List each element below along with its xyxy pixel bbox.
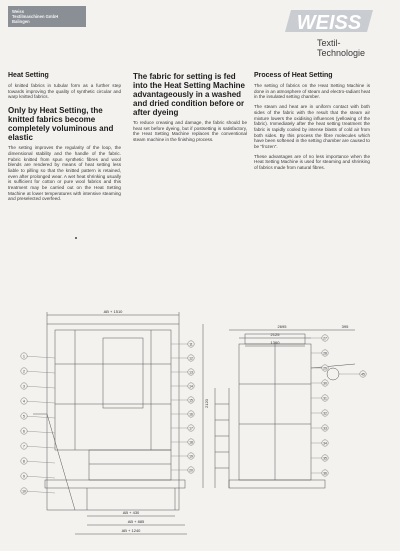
dim-right-label-4: 395: [341, 324, 349, 329]
right-callout-number-0: 27: [323, 336, 327, 341]
callout-group: [21, 335, 366, 494]
left-callout-leader-0: [24, 356, 55, 358]
left-callout-leader-6: [24, 446, 55, 448]
left-column: [8, 72, 121, 206]
logo-brand: WEISS: [296, 12, 362, 34]
dim-right-label-1: 2695: [277, 324, 287, 329]
left-callout-number-4: 5: [23, 414, 25, 419]
left-callout-leader-1: [24, 371, 55, 373]
logo-tagline-2: Technologie: [317, 48, 366, 58]
right-callout-number-5: 32: [323, 411, 327, 416]
right-callout-number-1: 28: [323, 351, 327, 356]
front-view-base: [89, 450, 171, 480]
weiss-logo: [283, 6, 375, 66]
left-callout-number-3: 4: [23, 399, 25, 404]
front-view-heater: [103, 338, 143, 408]
right-callout-number-4: 31: [323, 396, 327, 401]
left-callout-number-9: 10: [22, 489, 26, 494]
left-callout-leader-7: [24, 461, 55, 463]
company-type: Textilmaschinen GmbH: [12, 14, 59, 19]
middle-column: [133, 72, 247, 147]
process-paragraph-2: The steam and heat are in uniform contact with both sides of the fabric with the result that the steam air mixture lowers the oxidising influences (yellowing of the fabric). Immediately after the heat setting treatment the fabric is rapidly cooled by intense blasts of cold air from both sides. By this process the fibre molecules which have been softened in the setting chamber are caused to be "frozen".: [254, 104, 370, 150]
dim-bottom-label-1: AB + 430: [122, 510, 140, 515]
bullet-dot: [75, 237, 77, 239]
dim-height-label: 2120: [204, 399, 209, 408]
creasing-paragraph: To reduce creasing and damage, the fabric should be heat set before dyeing, but if postsetting is satisfactory, the Heat Setting Machine replaces the conventional steam machine in the finishing process.: [133, 120, 247, 143]
center-callout-number-8: 19: [189, 454, 193, 459]
center-callout-number-9: 20: [189, 468, 193, 473]
center-callout-number-0: 11: [189, 342, 193, 347]
machine-drawing: [15, 304, 385, 542]
left-callout-leader-8: [24, 476, 55, 478]
company-label: [8, 6, 86, 27]
dim-right-label-2: 2125: [270, 332, 280, 337]
heading-voluminous: Only by Heat Setting, the knitted fabrics become completely voluminous and elastic: [8, 106, 114, 143]
left-callout-leader-4: [24, 416, 55, 418]
left-callout-number-2: 3: [23, 384, 25, 389]
front-stair-rail: [47, 414, 75, 510]
left-callout-leader-5: [24, 431, 55, 433]
dim-right-label-3: 1360: [270, 340, 280, 345]
left-callout-number-7: 8: [23, 459, 25, 464]
logo-tagline-1: Textil-: [317, 38, 341, 48]
center-callout-number-5: 16: [189, 412, 193, 417]
left-callout-number-6: 7: [23, 444, 25, 449]
left-callout-leader-3: [24, 401, 55, 403]
setting-paragraph: The setting improves the regularity of the loop, the dimensional stability and the handle of the fabric. Fabric knitted from spun synthetic fibres and wool blends are rendered by means of heat setting less liable to pilling so that the knitted pattern is retained, even after prolonged wear. A wet heat shrinking usually is sufficient for cotton or pure wool fabrics and this treatment may be carried out on the Heat Setting Machine at lower temperatures with intensive steaming and preselected overfeed.: [8, 145, 121, 202]
left-callout-number-0: 1: [23, 354, 25, 359]
right-callout-number-8: 35: [323, 456, 327, 461]
logo-mark: [285, 10, 373, 34]
heading-heat-setting: Heat Setting: [8, 72, 49, 79]
dim-top-label: AB + 1510: [103, 309, 123, 314]
process-paragraph-1: The setting of fabrics on the Heat Setting Machine is done in an atmosphere of steam and electro-radiant heat in the insulated setting chamber.: [254, 83, 370, 100]
right-callout-number-9: 36: [323, 471, 327, 476]
company-city: Balingen: [12, 19, 30, 24]
front-view-plinth: [45, 480, 185, 488]
center-callout-number-6: 17: [189, 426, 193, 431]
left-callout-number-8: 9: [23, 474, 25, 479]
left-callout-leader-2: [24, 386, 55, 388]
right-column: [254, 72, 370, 175]
front-view-chamber: [55, 330, 171, 450]
dim-bottom-label-3: AB + 1240: [121, 528, 141, 533]
side-view-plinth: [229, 480, 325, 488]
center-callout-number-3: 14: [189, 384, 193, 389]
right-callout-number-6: 33: [323, 426, 327, 431]
right-callout-number-3: 30: [323, 381, 327, 386]
intro-paragraph: of knitted fabrics in tubular form as a further step towards improving the quality of synthetic circular and warp knitted fabrics.: [8, 83, 121, 100]
dim-bottom-label-2: AB + 885: [127, 519, 145, 524]
center-callout-number-4: 15: [189, 398, 193, 403]
center-callout-number-2: 13: [189, 370, 193, 375]
center-callout-number-1: 12: [189, 356, 193, 361]
right-callout-number-2: 29: [323, 366, 327, 371]
left-callout-number-1: 2: [23, 369, 25, 374]
process-paragraph-3: These advantages are of no less importance when the Heat Setting Machine is used for steaming and shrinking of fabrics made from natural fibres.: [254, 153, 370, 171]
fabric-roll: [327, 368, 339, 380]
left-callout-leader-9: [24, 491, 55, 493]
right-callout-number-7: 34: [323, 441, 327, 446]
company-name: Weiss: [12, 9, 25, 14]
left-callout-number-5: 6: [23, 429, 25, 434]
side-callout-number-0: 45: [361, 372, 365, 377]
heading-fabric-fed: The fabric for setting is fed into the Heat Setting Machine advantageously in a washed and dried condition before or after dyeing: [133, 72, 246, 117]
center-callout-number-7: 18: [189, 440, 193, 445]
heading-process: Process of Heat Setting: [254, 72, 333, 79]
